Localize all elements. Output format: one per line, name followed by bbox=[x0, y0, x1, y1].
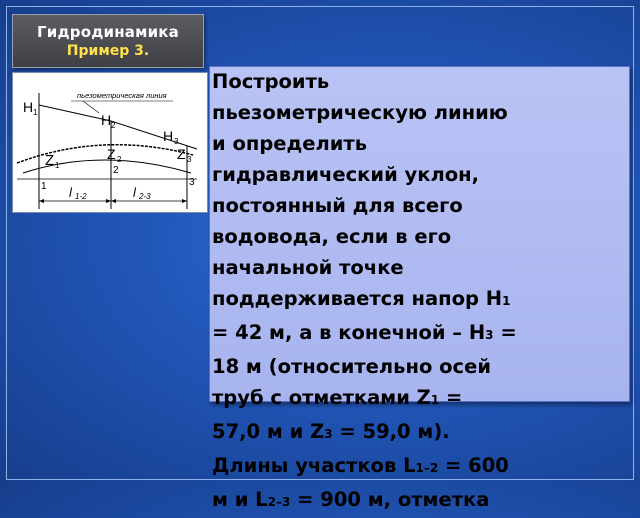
task-line-9-sub: 3 bbox=[485, 328, 494, 342]
arrow-mid-left bbox=[106, 199, 111, 203]
task-line-5: постоянный для всего bbox=[212, 194, 463, 217]
task-line-14-end: = 900 м, отметка bbox=[290, 488, 490, 511]
task-line-8-sub: 1 bbox=[502, 294, 511, 308]
point-2: 2 bbox=[113, 165, 119, 176]
task-line-13-sub: 1–2 bbox=[415, 461, 439, 475]
label-Z3-sub: 3 bbox=[187, 155, 192, 164]
label-Z1: Z bbox=[45, 152, 55, 169]
label-H1: H bbox=[23, 99, 34, 115]
task-line-2: пьезометрическую линию bbox=[212, 101, 508, 124]
task-line-1: Построить bbox=[212, 70, 330, 93]
pipeline-diagram bbox=[13, 73, 207, 212]
label-H2-sub: 2 bbox=[111, 121, 116, 130]
task-line-10: 18 м (относительно осей bbox=[212, 355, 491, 378]
task-line-11-sub: 1 bbox=[430, 393, 440, 407]
label-H3-sub: 3 bbox=[174, 137, 179, 146]
task-line-6: водовода, если в его bbox=[212, 225, 452, 248]
task-line-14: м и L bbox=[212, 488, 268, 511]
task-line-12-end: = 59,0 м). bbox=[332, 420, 450, 443]
slide-title-box bbox=[12, 14, 204, 68]
task-line-11: труб с отметками Z bbox=[212, 386, 431, 409]
label-Z3: Z bbox=[177, 146, 186, 162]
label-l23: l bbox=[133, 185, 136, 200]
task-line-13-end: = 600 bbox=[438, 454, 509, 477]
label-pointer bbox=[83, 101, 99, 113]
label-Z1-sub: 1 bbox=[55, 161, 60, 170]
point-1: 1 bbox=[41, 181, 47, 192]
task-line-9-end: = bbox=[493, 321, 517, 344]
task-line-12: 57,0 м и Z bbox=[212, 420, 325, 443]
arrow-mid-right bbox=[111, 199, 116, 203]
label-l23-sub: 2-3 bbox=[139, 192, 151, 201]
label-Z2: Z bbox=[107, 146, 116, 162]
pipeline-figure bbox=[12, 72, 208, 213]
task-line-4: гидравлический уклон, bbox=[212, 163, 480, 186]
task-text bbox=[212, 66, 630, 518]
task-line-9: = 42 м, а в конечной – H bbox=[212, 321, 486, 344]
slide-subtitle: Пример 3. bbox=[66, 43, 150, 59]
arrow-right bbox=[182, 199, 187, 203]
task-line-3: и определить bbox=[212, 132, 368, 155]
point-3: 3 bbox=[189, 177, 195, 188]
task-line-7: начальной точке bbox=[212, 256, 404, 279]
label-H2: H bbox=[101, 112, 112, 128]
label-l12-sub: 1-2 bbox=[75, 192, 87, 201]
slide-title: Гидродинамика bbox=[36, 23, 179, 41]
label-Z2-sub: 2 bbox=[117, 155, 122, 164]
task-line-8: поддерживается напор H bbox=[212, 287, 503, 310]
arrow-left bbox=[39, 199, 44, 203]
piezometric-label: пьезометрическая линия bbox=[77, 91, 167, 100]
task-line-14-sub: 2–3 bbox=[267, 495, 291, 509]
task-line-13: Длины участков L bbox=[212, 454, 416, 477]
task-line-12-sub: 3 bbox=[324, 427, 333, 441]
label-H3: H bbox=[163, 128, 174, 144]
label-l12: l bbox=[69, 185, 72, 200]
label-H1-sub: 1 bbox=[33, 108, 38, 117]
task-line-11-end: = bbox=[439, 386, 463, 409]
